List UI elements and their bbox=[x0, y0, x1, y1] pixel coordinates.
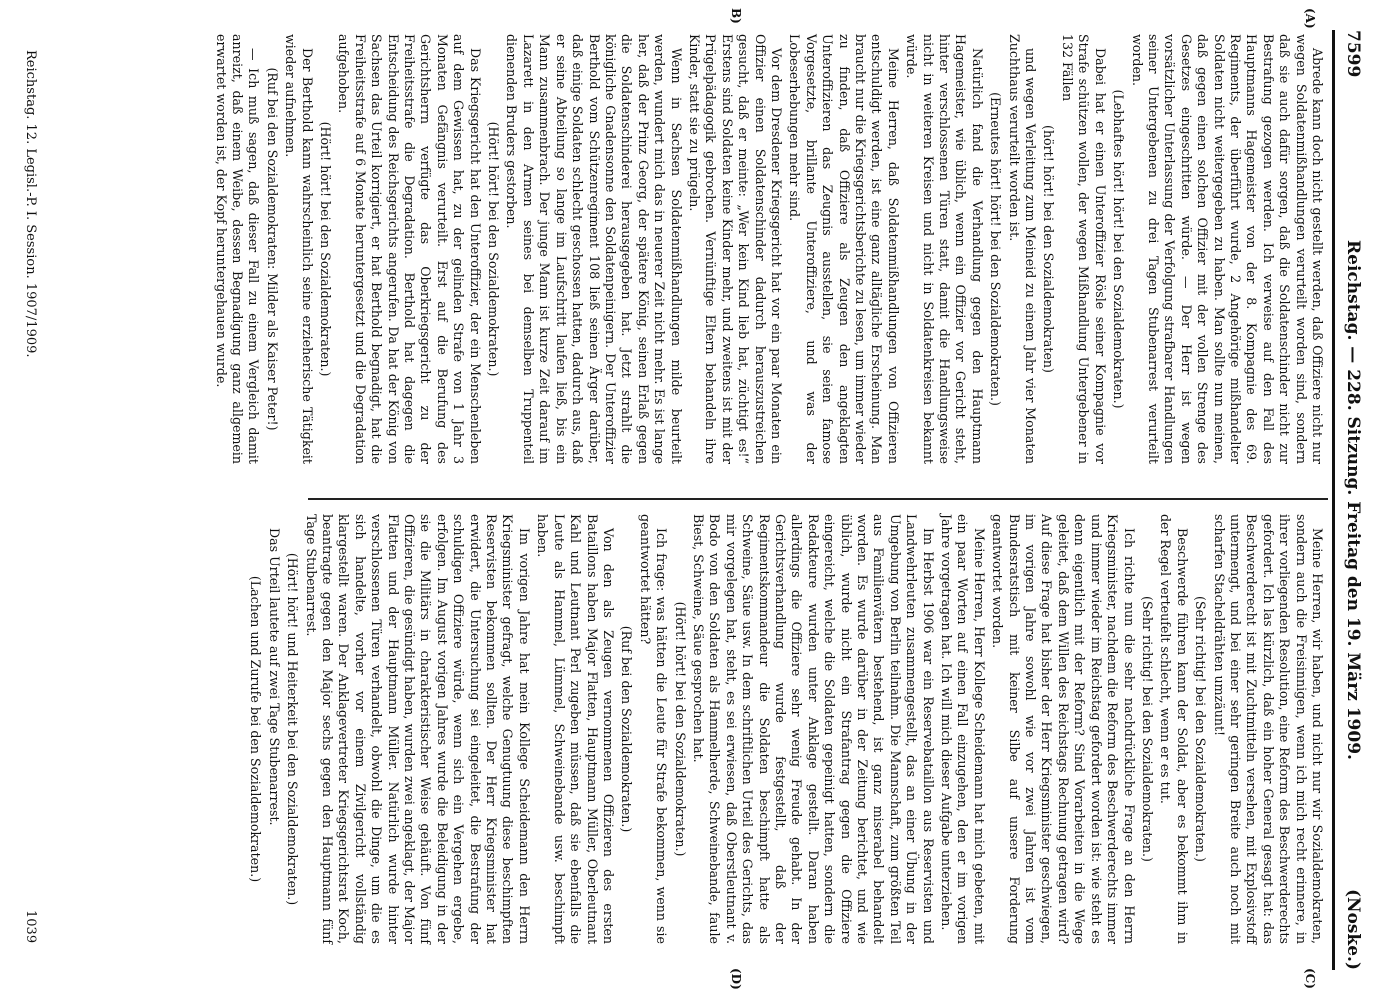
paragraph: Abrede kann doch nicht gestellt werden, daß Offiziere nicht nur wegen Soldatenmißhandlungen verurteilt worden sind, sondern daß sie auch dafür sorgen, daß die Soldatenschinder nicht zur Bestrafung gezogen werden. Ich verweise auf den Fall des Hauptmanns Hagemeister von der 8. Kompagnie des 69. Regiments, der überführt wurde, 2 Angehörige mißhandelter Soldaten nicht weitergegeben zu haben. Man sollte nun meinen, daß gegen einen solchen Offizier mit der vollen Strenge des Gesetzes eingeschritten würde. — Der Herr ist wegen vorsätzlicher Unterlassung der Verfolgung strafbarer Handlungen seiner Untergebenen zu drei Tagen Stubenarrest verurteilt worden. bbox=[1129, 34, 1325, 464]
paragraph: (Hört! hört! bei den Sozialdemokraten.) bbox=[318, 121, 334, 377]
margin-mark-b: B) bbox=[729, 8, 743, 24]
paragraph: — Ich muß sagen, daß dieser Fall zu einem Vergleich damit anreizt, daß einem Weibe, dessen Begnadigung ganz allgemein erwartet worden ist, der Kopf heruntergehauen wurde. bbox=[213, 34, 262, 464]
paragraph: (Sehr richtig! bei den Sozialdemokraten.) bbox=[1193, 596, 1209, 862]
paragraph: (Hört! hört! und Heiterkeit bei den Sozialdemokraten.) bbox=[285, 552, 301, 906]
margin-mark-a: (A) bbox=[1303, 8, 1317, 29]
paragraph: Im Herbst 1906 war ein Reservebataillon aus Reservisten und Landwehrleuten zusammengestellt, das an einer Übung in der Umgebung von Berlin teilnahm. Die Mannschaft, zum größten Teil aus Familienvätern bestehend, ist ganz miserabel behandelt worden. Es wurde darüber in der Zeitung berichtet, und wie üblich, wurde nicht ein Strafantrag gegen die Offiziere eingereicht, welche die Soldaten gepeinigt hatten, sondern die Redakteure wurden unter Anklage gestellt. Daran haben allerdings die Offiziere sehr wenig Freude gehabt. In der Gerichtsverhandlung wurde festgestellt, daß der Regimentskommandeur die Soldaten beschimpft hatte als Schweine, Säue usw. In dem schriftlichen Urteil des Gerichts, das mir vorgelegen hat, steht, es sei erwiesen, daß Oberstleutnant v. Bodo von den Soldaten als Hammelherde, Schweinebande, faule Biest, Schweine, Säue gesprochen hat. bbox=[690, 514, 936, 944]
paragraph: Beschwerde führen kann der Soldat, aber es bekommt ihm in der Regel verteufelt schlecht, wenn er es tut. bbox=[1158, 514, 1190, 944]
margin-mark-c: (C) bbox=[1303, 968, 1317, 989]
paragraph: Das Urteil lautete auf zwei Tage Stubenarrest. bbox=[266, 528, 282, 826]
speaker-name: (Noske.) bbox=[1343, 888, 1363, 970]
paragraph: Meine Herren, wir haben, und nicht nur wir Sozialdemokraten, sondern auch die Freisinnigen, wenn ich mich recht erinnere, in ihrer vorliegenden Resolution, eine Reform des Beschwerderechts gefordert. Ich las kürzlich, daß ein hoher General gesagt hat: das Beschwerderecht ist mit Zuchtmitteln versehen, mit Explosivstoff untermengt, und bei einer sehr geringen Breite auch noch mit scharfen Stacheldrähten umzäunt! bbox=[1211, 514, 1325, 944]
paragraph: Ich richte nun die sehr nachdrückliche Frage an den Herrn Kriegsminister, nachdem die Reform des Beschwerderechts immer und immer wieder im Reichstag gefordert worden ist: wie steht es denn eigentlich mit der Reform? Sind Vorarbeiten in die Wege geleitet, daß dem Willen des Reichstags Rechnung getragen wird? Auf diese Frage hat bisher der Herr Kriegsminister geschwiegen, im vorigen Jahre sowohl wie vor zwei Jahren ist vom Bundesratstisch mit keiner Silbe auf unsere Forderung geantwortet worden. bbox=[990, 514, 1137, 944]
paragraph: (Erneutes hört! hört! bei den Sozialdemokraten.) bbox=[988, 92, 1004, 406]
paragraph: Ich frage: was hätten die Leute für Strafe bekommen, wenn sie geantwortet hätten? bbox=[637, 514, 670, 944]
paragraph: (Ruf bei den Sozialdemokraten: Milder als Kaiser Peter!) bbox=[264, 67, 280, 431]
paragraph: Natürlich fand die Verhandlung gegen den Hauptmann Hagemeister, wie üblich, wenn ein Offizier vor Gericht steht, hinter verschlossenen Türen statt, damit die Handlungsweise nicht in weiteren Kreisen und nicht in Soldatenkreisen bekannt würde. bbox=[904, 34, 985, 464]
margin-mark-d: (D) bbox=[729, 968, 743, 990]
footer-page-number: 1039 bbox=[23, 910, 38, 944]
paragraph: und wegen Verleitung zum Meineid zu einem Jahr vier Monaten Zuchthaus verurteilt worden ist. bbox=[1006, 34, 1039, 464]
paragraph: (Hört! hört! bei den Sozialdemokraten.) bbox=[486, 121, 502, 377]
header-rule bbox=[1332, 30, 1335, 970]
page-title: Reichstag. — 228. Sitzung. Freitag den 19. März 1909. bbox=[1343, 240, 1363, 760]
paragraph: (Lachen und Zurufe bei den Sozialdemokraten.) bbox=[248, 575, 264, 883]
paragraph: Meine Herren, Herr Kollege Scheidemann hat mich gebeten, mit ein paar Worten auf einen Fall einzugehen, den er im vorigen Jahre vorgetragen hat. Ich will mich dieser Aufgabe unterziehen. bbox=[939, 514, 987, 944]
paragraph: Vor dem Dresdener Kriegsgericht hat vor ein paar Monaten ein Offizier einen Soldatenschinder dadurch herauszustreichen gesucht, daß er meinte: „Wer kein Kind lieb hat, züchtigt es!“ Erstens sind Soldaten keine Kinder mehr, und zweitens ist mit der Prügelpädagogik gebrochen. Vernünftige Eltern behandeln ihre Kinder, statt sie zu prügeln. bbox=[686, 34, 784, 464]
paragraph: (Sehr richtig! bei den Sozialdemokraten.) bbox=[1139, 596, 1155, 862]
paragraph: Wenn in Sachsen Soldatenmißhandlungen milde beurteilt werden, wundert mich das in neuerer Zeit nicht mehr. Es ist lange her, daß der Prinz Georg, der spätere König, seinen Erlaß gegen die Soldatenschinderei herausgegeben hat. Jetzt strahlt die königliche Gnadensonne den Soldatenpeinigern. Der Unteroffizier Berthold vom Schützenregiment 108 ließ seinen Ärger darüber, daß einige Soldaten schlecht geschossen hatten, dadurch aus, daß er seine Abteilung so lange im Laufschritt laufen ließ, bis ein Mann zusammenbrach. Der junge Mann ist kurze Zeit darauf im Lazarett in den Armen seines bei demselben Truppenteil dienenden Bruders gestorben. bbox=[504, 34, 684, 464]
paragraph: (Hört! hört! bei den Sozialdemokraten.) bbox=[672, 601, 688, 857]
paragraph: Im vorigen Jahre hat mein Kollege Scheidemann den Herrn Kriegsminister gefragt, welche Genugtuung diese beschimpften Reservisten bekommen sollten. Der Herr Kriegsminister hat erwidert, die Untersuchung sei eingeleitet, die Bestrafung der schuldigen Offiziere würde, wenn sich ein Vergehen ergebe, erfolgen. Im August vorigen Jahres wurde die Beleidigung in der sie die Militärs in charakteristischer Weise gehäuft. Von fünf Offizieren, die gesündigt haben, wurden zwei angeklagt, der Major Flatten und der Hauptmann Müller. Natürlich wurde hinter verschlossenen Türen verhandelt, obwohl die Dinge, um die es sich handelte, vorher vor einem Zivilgericht vollständig klargestellt waren. Der Anklagevertreter Kriegsgerichtsrat Koch, beantragte gegen den Major sechs gegen den Hauptmann fünf Tage Stubenarrest. bbox=[303, 514, 532, 944]
left-column bbox=[210, 34, 1325, 464]
paragraph: (hört! hört! bei den Sozialdemokraten) bbox=[1041, 125, 1057, 373]
paragraph: Von den als Zeugen vernommenen Offizieren des ersten Bataillons haben Major Flatten, Hauptmann Müller, Oberleutnant Kahl und Leutnant Perl zugeben müssen, daß sie ebenfalls die Leute als Hammel, Lümmel, Schweinebande usw. beschimpft haben. bbox=[535, 514, 616, 944]
paragraph: Das Kriegsgericht hat den Unteroffizier, der ein Menschenleben auf dem Gewissen hat, zu der gelinden Strafe von 1 Jahr 3 Monaten Gefängnis verurteilt. Erst auf die Berufung des Gerichtsherrn verfügte das Oberkriegsgericht zu der Freiheitsstrafe die Degradation. Berthold hat dagegen die Entscheidung des Reichsgerichts angerufen. Da hat der König von Sachsen das Urteil korrigiert, er hat Berthold begnadigt, hat die Freiheitsstrafe auf 6 Monate heruntergesetzt und die Degradation aufgehoben. bbox=[336, 34, 483, 464]
page-number: 7599 bbox=[1343, 30, 1363, 78]
paragraph: Dabei hat er einen Unteroffizier Rösle seiner Kompagnie vor Strafe schützen wollen, der wegen Mißhandlung Untergebener in 132 Fällen bbox=[1059, 34, 1108, 464]
column-divider bbox=[308, 498, 1328, 500]
paragraph: Meine Herren, daß Soldatenmißhandlungen von Offizieren entschuldigt werden, ist eine ganz alltägliche Erscheinung. Man braucht nur die Kriegsgerichtsberichte zu lesen, um immer wieder zu finden, daß Offiziere als Zeugen den angeklagten Unteroffizieren das Zeugnis ausstellen, sie seien famose Vorgesetzte, brillante Unteroffiziere, und was der Lobeserhebungen mehr sind. bbox=[787, 34, 901, 464]
right-column bbox=[245, 514, 1325, 944]
running-head bbox=[1337, 30, 1371, 970]
paragraph: (Lebhaftes hört! hört! bei den Sozialdemokraten.) bbox=[1111, 89, 1127, 409]
footer-citation: Reichstag. 12. Legisl.-P. I. Session. 1907/1909. bbox=[23, 50, 38, 358]
paragraph: Der Berthold kann wahrscheinlich seine erzieherische Tätigkeit wieder aufnehmen. bbox=[283, 34, 315, 464]
paragraph: (Ruf bei den Sozialdemokraten.) bbox=[619, 625, 635, 833]
